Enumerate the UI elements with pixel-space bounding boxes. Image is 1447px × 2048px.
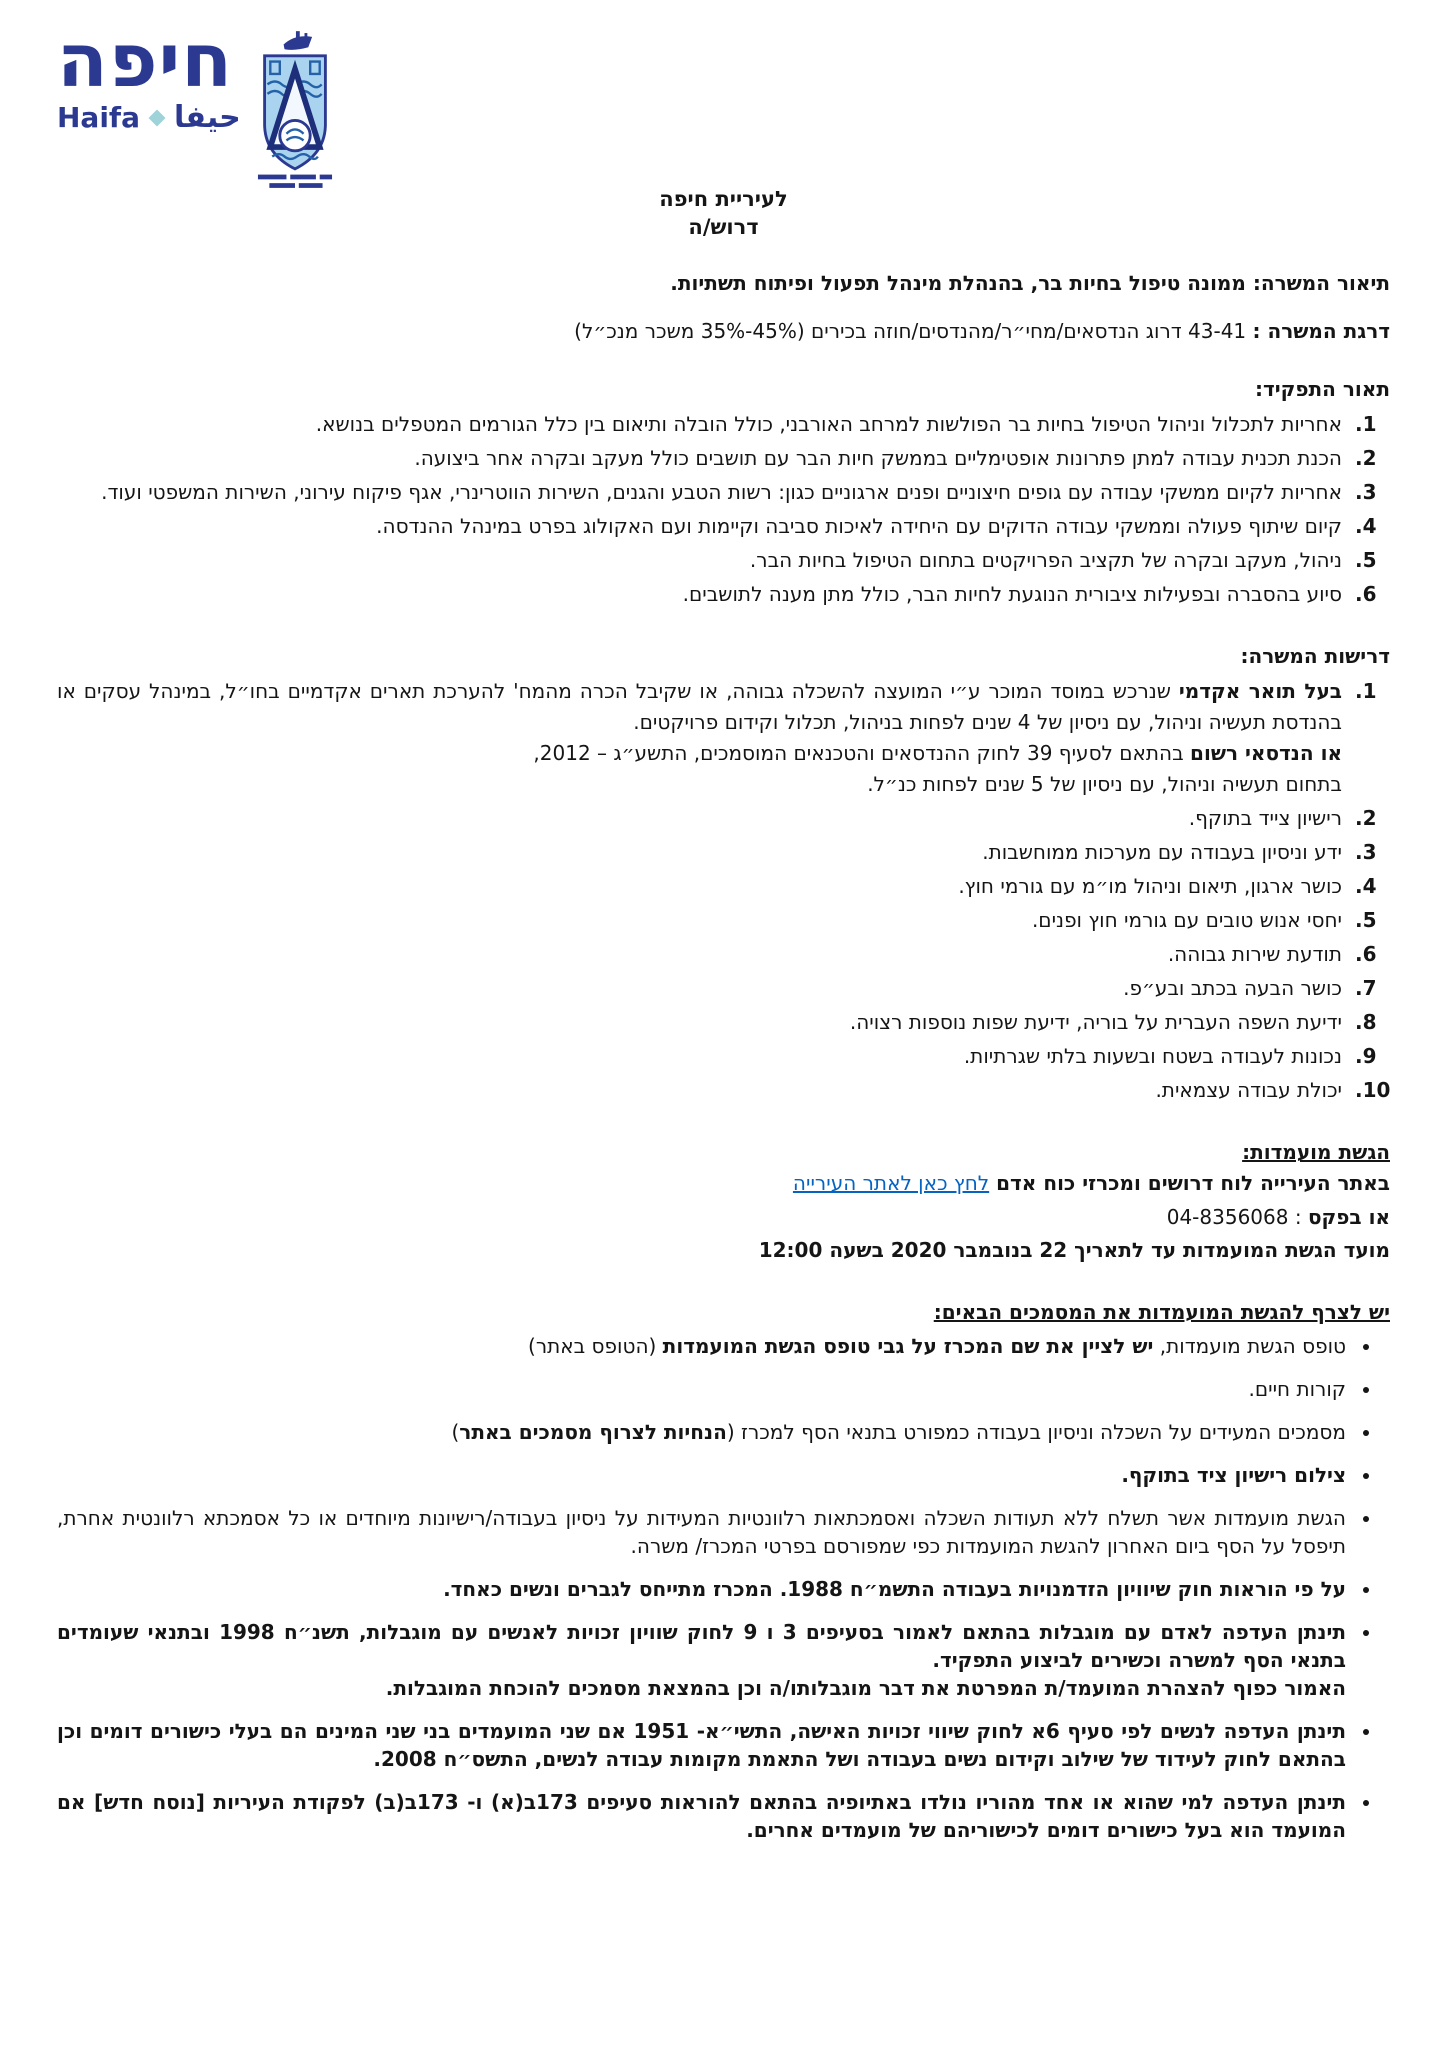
logo-subtitle: [57, 100, 241, 135]
requirement-item: 4. כושר ארגון, תיאום וניהול מו״מ עם גורמי חוץ.: [57, 871, 1348, 902]
requirement-academic-degree-bold: בעל תואר אקדמי: [1178, 679, 1343, 704]
job-title-line: [57, 271, 1390, 295]
duties-list: [57, 409, 1390, 610]
requirements-list: [57, 676, 1390, 1106]
duty-item: 2. הכנת תכנית עבודה למתן פתרונות אופטימליים בממשק חיות הבר עם תושבים כולל מעקב ובקרה אחר ביצועה.: [57, 443, 1348, 474]
note-item-disability-preference: [57, 1618, 1350, 1702]
requirement-item: [57, 676, 1348, 800]
note-item-women-preference: • תינתן העדפה לנשים לפי סעיף 6א לחוק שיווי זכויות האישה, התשי״א- 1951 אם שני המועמדים בני שני המינים הם בעלי כישורים דומים וכן בהתאם לחוק לעידוד של שילוב וקידום נשים בעבודה ושל התאמת מקומות עבודה לנשים, התשס״ח 2008.: [57, 1717, 1350, 1773]
submission-site-line: [57, 1168, 1390, 1198]
requirements-heading: דרישות המשרה:: [1240, 644, 1390, 669]
duty-item: 5. ניהול, מעקב ובקרה של תקציב הפרויקטים בתחום הטיפול בחיות הבר.: [57, 545, 1348, 576]
job-grade-label: דרגת המשרה :: [1252, 319, 1390, 344]
requirement-academic-degree-text: שנרכש במוסד המוכר ע״י המועצה להשכלה גבוהה, או שקיבל הכרה מהמח' להערכת תארים אקדמיים בחו״ל, במינהל עסקים או בהנדסת תעשיה וניהול, עם ניסיון של 4 שנים לפחות בניהול, תכלול וקידום פרויקטים.: [57, 679, 1342, 735]
logo-text-block: [57, 18, 241, 136]
disability-preference-line2: האמור כפוף להצהרת המועמד/ת המפרטת את דבר מוגבלותו/ה וכן בהמצאת מסמכים להוכחת המוגבלות.: [385, 1675, 1346, 1700]
disability-preference-line1: תינתן העדפה לאדם עם מוגבלות בהתאם לאמור בסעיפים 3 ו 9 לחוק שוויון זכויות לאנשים עם מוגבלות, תשנ״ח 1998 ובתנאי שעומדים בתנאי הסף למשרה וכשירים לביצוע התפקיד.: [57, 1619, 1346, 1672]
note-item-equal-opportunity: • על פי הוראות חוק שיוויון הזדמנויות בעבודה התשמ״ח 1988. המכרז מתייחס לגברים ונשים כאחד.: [57, 1575, 1350, 1603]
requirement-item: 3. ידע וניסיון בעבודה עם מערכות ממוחשבות.: [57, 837, 1348, 868]
municipality-site-link[interactable]: לחץ כאן לאתר העירייה: [792, 1171, 990, 1196]
requirement-technician-text2: בתחום תעשיה וניהול, עם ניסיון של 5 שנים לפחות כנ״ל.: [867, 772, 1342, 797]
requirement-technician-text: בהתאם לסעיף 39 לחוק ההנדסאים והטכנאים המוסמכים, התשע״ג – 2012,: [533, 741, 1191, 766]
note-item-ethiopian-preference: • תינתן העדפה למי שהוא או אחד מהוריו נולדו באתיופיה בהתאם להוראות סעיפים 173ב(א) ו- 173ב(ב) לפקודת העיריות [נוסח חדש] אם המועמד הוא בעל כישורים דומים לכישוריהם של מועמדים אחרים.: [57, 1788, 1350, 1844]
municipality-line: לעיריית חיפה: [659, 187, 788, 211]
duty-item: 4. קיום שיתוף פעולה וממשקי עבודה הדוקים עם היחידה לאיכות סביבה וקיימות ועם האקולוג בפרט במינהל ההנדסה.: [57, 511, 1348, 542]
fax-label: או בפקס: [1307, 1204, 1390, 1229]
job-title-text: ממונה טיפול בחיות בר, בהנהלת מינהל תפעול ופיתוח תשתיות.: [670, 271, 1246, 296]
job-grade-text: 43-41 דרוג הנדסאים/מחי״ר/מהנדסים/חוזה בכירים (45%-35% משכר מנכ״ל): [574, 319, 1247, 344]
attachments-heading: יש לצרף להגשת המועמדות את המסמכים הבאים:: [933, 1299, 1390, 1324]
duty-item: 1. אחריות לתכלול וניהול הטיפול בחיות בר הפולשות למרחב האורבני, כולל הובלה ותיאום בין כלל הגורמים המטפלים בנושא.: [57, 409, 1348, 440]
haifa-logo: [57, 18, 333, 196]
logo-arabic-wordmark: حيفا: [174, 100, 241, 136]
attachment-item-cv: • קורות חיים.: [57, 1375, 1350, 1403]
letterhead: [57, 18, 1390, 182]
attachment-form-pre: טופס הגשת מועמדות,: [1153, 1333, 1346, 1358]
requirement-item: 2. רישיון צייד בתוקף.: [57, 803, 1348, 834]
requirement-item: 8. ידיעת השפה העברית על בוריה, ידיעת שפות נוספות רצויה.: [57, 1007, 1348, 1038]
attachment-docs-pre: מסמכים המעידים על השכלה וניסיון בעבודה כמפורט בתנאי הסף למכרז (: [726, 1419, 1346, 1444]
submission-site-text: באתר העירייה לוח דרושים ומכרזי כוח אדם: [989, 1171, 1390, 1196]
attachment-item-documents: [57, 1418, 1350, 1446]
diamond-icon: [149, 109, 166, 126]
job-title-label: תיאור המשרה:: [1252, 271, 1390, 296]
requirement-item: 7. כושר הבעה בכתב ובע״פ.: [57, 973, 1348, 1004]
requirement-item: 10. יכולת עבודה עצמאית.: [57, 1075, 1348, 1106]
fax-number: : 04-8356068: [1166, 1204, 1308, 1229]
attachment-item-form: [57, 1332, 1350, 1360]
requirement-item: 5. יחסי אנוש טובים עם גורמי חוץ ופנים.: [57, 905, 1348, 936]
attachment-item-hunting-license: • צילום רישיון ציד בתוקף.: [57, 1461, 1350, 1489]
wanted-line: דרוש/ה: [688, 214, 759, 239]
haifa-city-emblem-icon: [257, 28, 333, 196]
attachment-form-post: (הטופס באתר): [528, 1333, 663, 1358]
logo-latin-wordmark: Haifa: [57, 101, 141, 135]
attachment-docs-post: ): [451, 1419, 460, 1444]
attachments-list: [57, 1332, 1390, 1844]
requirement-item: 6. תודעת שירות גבוהה.: [57, 939, 1348, 970]
submission-heading: הגשת מועמדות:: [1242, 1140, 1390, 1165]
job-grade-line: [57, 319, 1390, 343]
duties-heading: תאור התפקיד:: [1254, 377, 1390, 402]
logo-hebrew-wordmark: חיפה: [57, 18, 234, 104]
submission-fax-line: [57, 1202, 1390, 1232]
attachment-form-bold: יש לציין את שם המכרז על גבי טופס הגשת המועמדות: [662, 1333, 1154, 1358]
duty-item: 6. סיוע בהסברה ובפעילות ציבורית הנוגעת לחיות הבר, כולל מתן מענה לתושבים.: [57, 579, 1348, 610]
note-item-disqualification: • הגשת מועמדות אשר תשלח ללא תעודות השכלה ואסמכתאות רלוונטיות המעידות על ניסיון בעבודה/רישיונות מיוחדים או כל אסמכתא רלוונטית אחרת, תיפסל על הסף ביום האחרון להגשת המועמדות כפי שמפורסם בפרטי המכרז/ משרה.: [57, 1504, 1350, 1560]
requirement-technician-bold: או הנדסאי רשום: [1190, 741, 1342, 766]
submission-deadline-line: מועד הגשת המועמדות עד לתאריך 22 בנובמבר 2020 בשעה 12:00: [758, 1238, 1390, 1263]
attachment-docs-bold: הנחיות לצרוף מסמכים באתר: [459, 1419, 727, 1444]
duty-item: 3. אחריות לקיום ממשקי עבודה עם גופים חיצוניים ופנים ארגוניים כגון: רשות הטבע והגנים, השירות הווטרינרי, אגף פיקוח עירוני, השירות המשפטי ועוד.: [57, 477, 1348, 508]
requirement-item: 9. נכונות לעבודה בשטח ובשעות בלתי שגרתיות.: [57, 1041, 1348, 1072]
